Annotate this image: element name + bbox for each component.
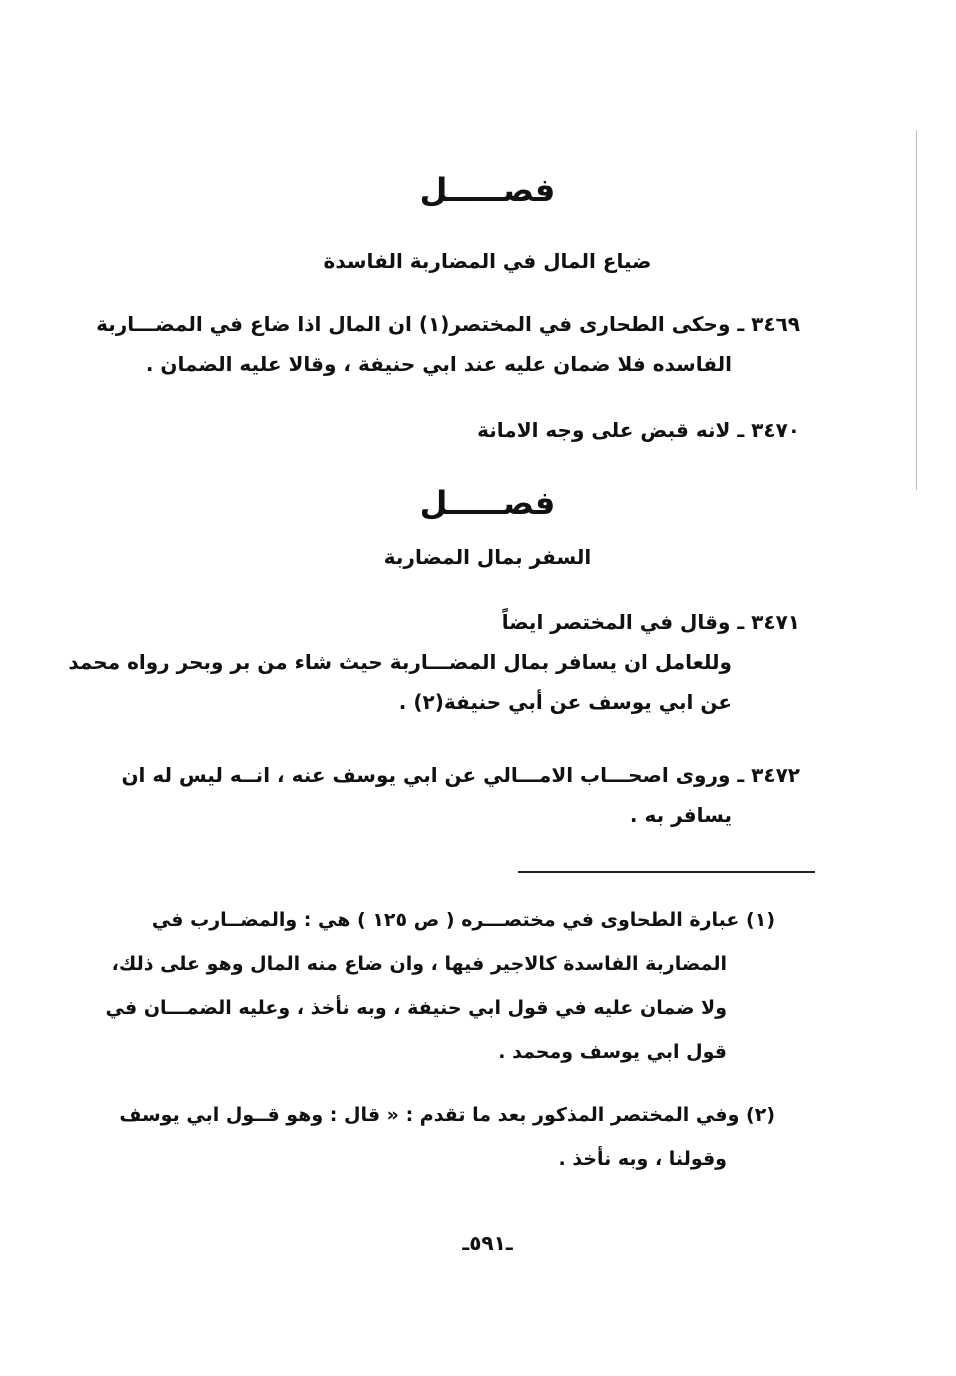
footnote-line: (٢) وفي المختصر المذكور بعد ما تقدم : « قال : وهو قــول ابي يوسف: [119, 1104, 775, 1126]
section-subheading-2: السفر بمال المضاربة: [383, 545, 592, 569]
footnote-line: وقولنا ، وبه نأخذ .: [558, 1148, 727, 1170]
paragraph-line: ٣٤٧٢ ـ وروى اصحـــاب الامـــالي عن ابي يوسف عنه ، انــه ليس له ان: [121, 763, 800, 787]
paragraph-3469: [96, 304, 800, 384]
paragraph-line: ٣٤٧١ ـ وقال في المختصر ايضاً: [501, 610, 800, 634]
paragraph-3470: [175, 410, 800, 450]
paragraph-3472: [121, 755, 800, 835]
footnote-line: ولا ضمان عليه في قول ابي حنيفة ، وبه نأخذ ، وعليه الضمـــان في: [105, 997, 727, 1019]
footnote-line: المضاربة الفاسدة كالاجير فيها ، وان ضاع منه المال وهو على ذلك،: [111, 953, 727, 975]
section-subheading-1: ضياع المال في المضاربة الفاسدة: [323, 249, 652, 273]
paragraph-line: عن ابي يوسف عن أبي حنيفة(٢) .: [398, 690, 732, 714]
footnote-divider: [518, 871, 815, 873]
paragraph-line: ٣٤٧٠ ـ لانه قبض على وجه الامانة: [477, 418, 800, 442]
paragraph-line: يسافر به .: [629, 803, 732, 827]
section-heading-1: فصـــــل: [419, 171, 556, 209]
footnote-2: [119, 1093, 775, 1181]
paragraph-3471: [68, 602, 800, 722]
document-page: [68, 0, 800, 1376]
page-number: ـ٥٩١ـ: [462, 1231, 513, 1255]
margin-rule: [916, 130, 917, 490]
footnote-1: [105, 898, 775, 1074]
paragraph-line: وللعامل ان يسافر بمال المضـــاربة حيث شاء من بر وبحر رواه محمد: [68, 650, 732, 674]
footnote-line: قول ابي يوسف ومحمد .: [498, 1041, 727, 1063]
paragraph-line: الفاسده فلا ضمان عليه عند ابي حنيفة ، وقالا عليه الضمان .: [145, 352, 732, 376]
section-heading-2: فصـــــل: [419, 484, 556, 522]
footnote-line: (١) عبارة الطحاوى في مختصـــره ( ص ١٢٥ ) هي : والمضــارب في: [151, 909, 775, 931]
paragraph-line: ٣٤٦٩ ـ وحكى الطحارى في المختصر(١) ان المال اذا ضاع في المضـــاربة: [96, 312, 800, 336]
